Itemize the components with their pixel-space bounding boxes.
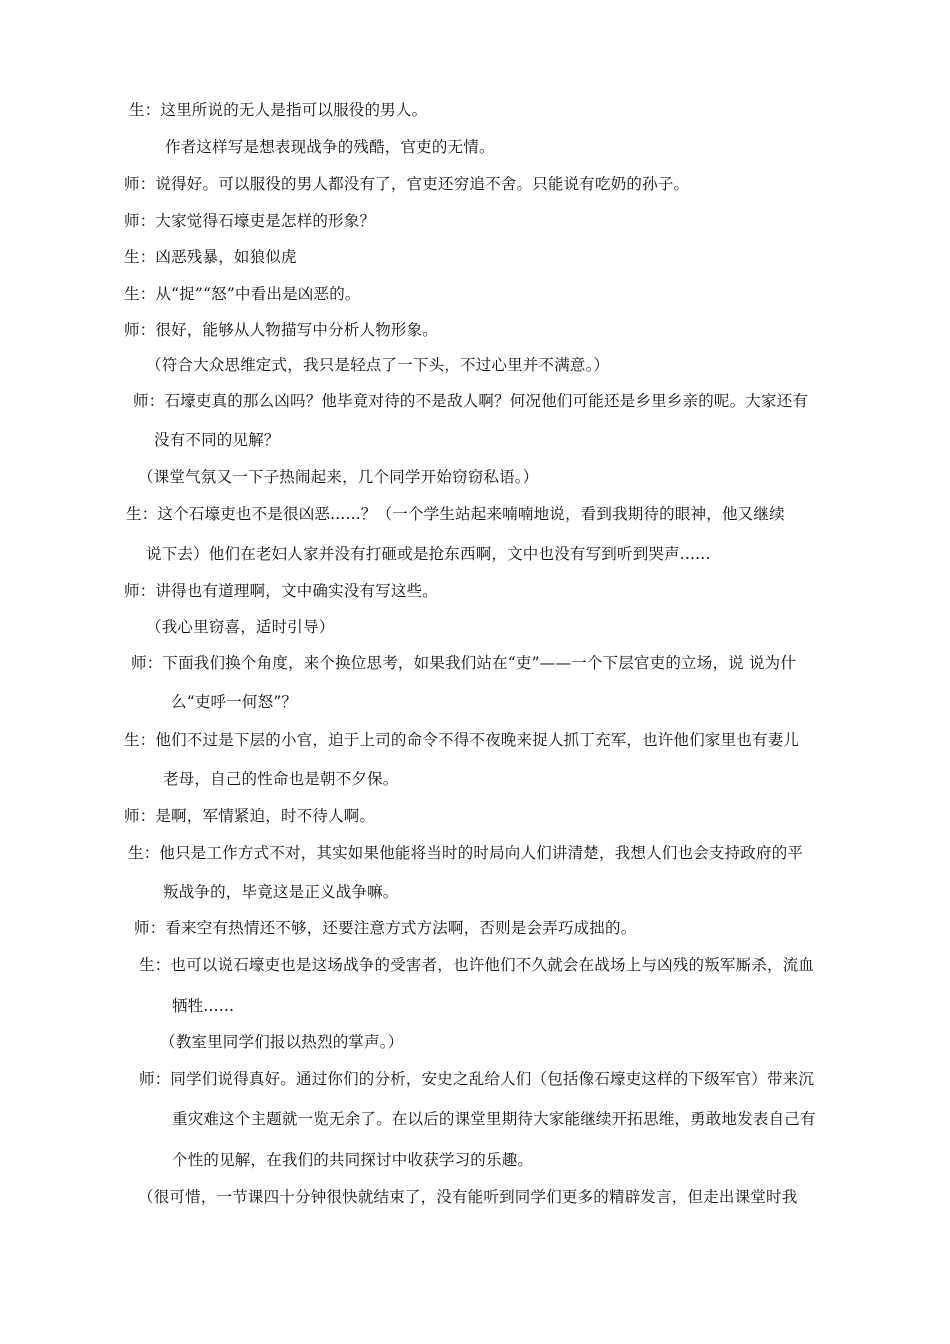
text-line: 没有不同的见解？	[154, 431, 280, 449]
text-line: （很可惜，一节课四十分钟很快就结束了，没有能听到同学们更多的精辟发言，但走出课堂时我	[138, 1188, 798, 1206]
text-line: 生：他们不过是下层的小官，迫于上司的命令不得不夜晚来捉人抓丁充军，也许他们家里也有妻儿	[124, 731, 800, 749]
text-line: 说下去）他们在老妇人家并没有打砸或是抢东西啊，文中也没有写到听到哭声......	[146, 545, 711, 563]
text-line: （我心里窃喜，适时引导）	[146, 618, 335, 636]
text-line: 师：说得好。可以服役的男人都没有了，官吏还穷追不舍。只能说有吃奶的孙子。	[124, 175, 690, 193]
text-line: 师：很好，能够从人物描写中分析人物形象。	[124, 321, 439, 339]
text-line: 师：石壕吏真的那么凶吗？他毕竟对待的不是敌人啊？何况他们可能还是乡里乡亲的呢。大家还有	[133, 392, 809, 410]
text-line: 老母，自己的性命也是朝不夕保。	[163, 770, 399, 788]
text-line: 个性的见解，在我们的共同探讨中收获学习的乐趣。	[172, 1151, 534, 1169]
text-line: 生：从“捉”“怒”中看出是凶恶的。	[124, 285, 361, 303]
text-line: 师：看来空有热情还不够，还要注意方式方法啊，否则是会弄巧成拙的。	[134, 919, 637, 937]
text-line: 师：大家觉得石壕吏是怎样的形象？	[124, 212, 376, 230]
text-line: 重灾难这个主题就一览无余了。在以后的课堂里期待大家能继续开拓思维，勇敢地发表自己有	[172, 1110, 816, 1128]
text-line: （课堂气氛又一下子热闹起来，几个同学开始窃窃私语。）	[138, 468, 539, 486]
text-line: （符合大众思维定式，我只是轻点了一下头，不过心里并不满意。）	[146, 356, 610, 374]
text-line: 么“吏呼一何怒”？	[171, 693, 298, 711]
text-line: 师：同学们说得真好。通过你们的分析，安史之乱给人们（包括像石壕吏这样的下级军官）带来沉	[139, 1070, 815, 1088]
text-line: （教室里同学们报以热烈的掌声。）	[160, 1033, 404, 1051]
text-line: 生：凶恶残暴，如狼似虎	[124, 248, 297, 266]
text-line: 作者这样写是想表现战争的残酷，官吏的无情。	[165, 138, 495, 156]
text-line: 生：这里所说的无人是指可以服役的男人。	[129, 101, 428, 119]
text-line: 师：讲得也有道理啊，文中确实没有写这些。	[124, 582, 439, 600]
text-line: 师：是啊，军情紧迫，时不待人啊。	[124, 807, 376, 825]
text-line: 叛战争的，毕竟这是正义战争嘛。	[163, 883, 399, 901]
text-line: 牺牲......	[172, 997, 235, 1015]
text-line: 生：他只是工作方式不对，其实如果他能将当时的时局向人们讲清楚，我想人们也会支持政府的平	[128, 844, 804, 862]
text-line: 生：也可以说石壕吏也是这场战争的受害者，也许他们不久就会在战场上与凶残的叛军厮杀，流血	[139, 956, 815, 974]
text-line: 师：下面我们换个角度，来个换位思考，如果我们站在“吏”——一个下层官吏的立场，说 说为什	[131, 654, 797, 672]
text-line: 生：这个石壕吏也不是很凶恶......？（一个学生站起来喃喃地说，看到我期待的眼神，他又继续	[126, 505, 785, 523]
